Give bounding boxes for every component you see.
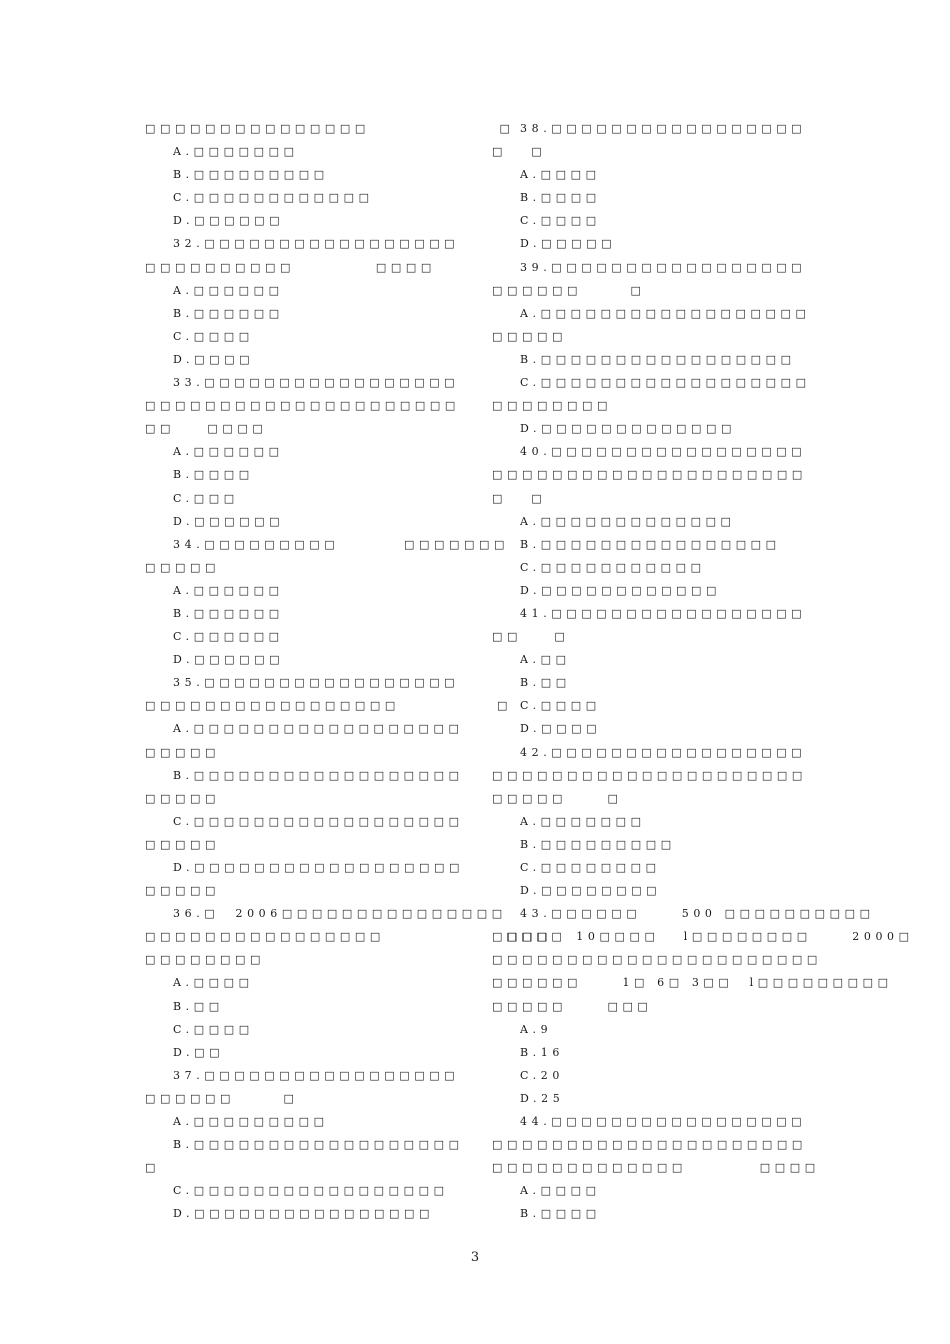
text-line: C.□□□□	[520, 214, 601, 228]
text-line: B.□□□□□□□□□	[173, 168, 329, 182]
text-line: □□□□□	[492, 329, 567, 343]
right-column	[492, 117, 914, 1226]
text-line: B.□□□□□□□□□	[520, 837, 676, 851]
text-line: A.□□□□□□□□□□□□□□□□□□	[520, 306, 811, 320]
text-line: □□□□ 10□□□□ l□□□□□□□□ 2000□	[492, 930, 914, 944]
text-line: B.16	[520, 1045, 564, 1059]
text-line: □□ □	[492, 630, 570, 644]
text-line: B.□□□□□□	[173, 606, 284, 620]
text-line: A.□□□□	[520, 1184, 601, 1198]
text-line: C.□□□	[173, 491, 239, 505]
text-line: C.□□□□	[173, 329, 254, 343]
text-line: B.□□□□	[520, 191, 601, 205]
text-line: □□□□□	[145, 745, 220, 759]
text-line: □□□□□□□□□□□□□□□□□□□□□	[492, 1138, 807, 1152]
text-line: □□ □□□□	[145, 422, 268, 436]
text-line: C.□□□□□□□□□□□	[520, 560, 706, 574]
text-line: D.25	[520, 1091, 565, 1105]
text-line: A.□□□□□□	[173, 445, 284, 459]
text-line: 40.□□□□□□□□□□□□□□□□□	[520, 445, 807, 459]
text-line: □□□□□□□□□□□□□ □□□□	[492, 1161, 820, 1175]
text-line: 32.□□□□□□□□□□□□□□□□□	[173, 237, 460, 251]
text-line: 43.□□□□□□ 500 □□□□□□□□□□	[520, 907, 875, 921]
text-line: B.□□	[173, 999, 224, 1013]
text-line: C.□□□□□□□□□□□□□□□□□□	[173, 814, 464, 828]
text-line: □□□□□□□□□□□□□□□ □	[145, 122, 515, 135]
text-line: B.□□□□	[173, 468, 254, 482]
text-line: 36.□ 2006□□□□□□□□□□□□□□□	[173, 907, 507, 921]
text-line: D.□□□□	[173, 352, 255, 366]
text-line: B.□□□□□□□□□□□□□□□□	[520, 537, 781, 551]
text-line: B.□□□□□□	[173, 306, 284, 320]
text-line: A.□□□□□□□□□□□□□□□□□□	[173, 722, 464, 736]
text-line: C.□□□□□□	[173, 630, 284, 644]
text-line: 42.□□□□□□□□□□□□□□□□□	[520, 745, 807, 759]
text-line: A.□□	[520, 653, 571, 667]
text-line: D.□□□□□	[520, 237, 617, 251]
text-line: 41.□□□□□□□□□□□□□□□□□	[520, 606, 807, 620]
text-line: C.20	[520, 1068, 564, 1082]
text-line: 38.□□□□□□□□□□□□□□□□□	[520, 122, 807, 135]
text-line: B.□□□□□□□□□□□□□□□□□□	[173, 768, 464, 782]
text-line: B.□□□□	[520, 1207, 601, 1221]
text-line: D.□□□□□□	[173, 514, 285, 528]
text-line: D.□□□□□□	[173, 214, 285, 228]
text-line: D.□□□□□□□□□□□□	[520, 583, 722, 597]
text-line: □□□□□□□□□□ □□□□	[145, 260, 436, 274]
text-line: A.□□□□□□	[173, 583, 284, 597]
text-line: A.□□□□	[520, 168, 601, 182]
text-line: □□□□□	[145, 884, 220, 898]
text-line: C.□□□□□□□□	[520, 861, 661, 874]
text-line: B.□□□□□□□□□□□□□□□□□	[520, 352, 796, 366]
text-line: C.□□□□	[520, 699, 601, 713]
text-line: D.□□□□□□	[173, 653, 285, 667]
text-line: A.□□□□□□□	[520, 814, 646, 828]
text-line: □□□□□□ □	[492, 283, 646, 297]
text-line: B.□□	[520, 676, 571, 690]
text-line: □□□□□□□□□□□□□□□□□□□□□	[492, 768, 807, 782]
text-line: D.□□	[173, 1045, 225, 1059]
text-line: 35.□□□□□□□□□□□□□□□□□	[173, 676, 460, 690]
text-line: D.□□□□□□□□□□□□□□□□□□	[173, 861, 464, 874]
text-line: B.□□□□□□□□□□□□□□□□□□	[173, 1138, 464, 1152]
text-line: □□□□□	[145, 560, 220, 574]
text-line: □□□□□□ 1□ 6□ 3□□ l□□□□□□□□□	[492, 976, 893, 990]
text-line: □□□□□	[145, 791, 220, 805]
text-line: A.□□□□	[173, 976, 254, 990]
text-line: 33.□□□□□□□□□□□□□□□□□	[173, 376, 460, 390]
text-line: 44.□□□□□□□□□□□□□□□□□	[520, 1115, 807, 1129]
text-line: C.□□□□□□□□□□□□	[173, 191, 374, 205]
text-line: 37.□□□□□□□□□□□□□□□□□	[173, 1068, 460, 1082]
text-line: C.□□□□□□□□□□□□□□□□□	[173, 1184, 449, 1198]
text-line: A.9	[520, 1022, 553, 1036]
text-line: 39.□□□□□□□□□□□□□□□□□	[520, 260, 807, 274]
text-line: D.□□□□	[520, 722, 602, 736]
text-line: C.□□□□	[173, 1022, 254, 1036]
text-line: □□□□□□□□□□□□□□□□ □□□□	[145, 930, 567, 944]
text-line: A.□□□□□□□	[173, 145, 299, 159]
text-line: □ □	[492, 491, 547, 505]
text-line: A.□□□□□□□□□	[173, 1115, 329, 1129]
page-number: 3	[470, 1250, 480, 1265]
text-line: □	[145, 1161, 160, 1175]
text-line: C.□□□□□□□□□□□□□□□□□□	[520, 376, 811, 390]
text-line: □□□□□ □	[492, 791, 623, 805]
text-line: □□□□□	[145, 837, 220, 851]
text-line: □□□□□□□□	[145, 953, 265, 967]
text-line: □□□□□□□□□□□□□□□□□□□□□□	[492, 953, 822, 967]
text-line: D.□□□□□□□□□□□□□□□□	[173, 1207, 435, 1221]
text-line: A.□□□□□□	[173, 283, 284, 297]
text-line: D.□□□□□□□□	[520, 884, 662, 898]
text-line: □□□□□□□□	[492, 399, 612, 413]
text-line: A.□□□□□□□□□□□□□	[520, 514, 736, 528]
text-line: □□□□□□□□□□□□□□□□□□□□□	[492, 468, 807, 482]
text-line: □□□□□□ □	[145, 1091, 299, 1105]
text-line: D.□□□□□□□□□□□□□	[520, 422, 737, 436]
text-line: □□□□□ □□□	[492, 999, 653, 1013]
text-line: 34.□□□□□□□□□ □□□□□□□	[173, 537, 509, 551]
text-line: □□□□□□□□□□□□□□□□□ □	[145, 699, 513, 713]
text-line: □□□□□□□□□□□□□□□□□□□□□	[145, 399, 460, 413]
text-line: □ □	[492, 145, 547, 159]
